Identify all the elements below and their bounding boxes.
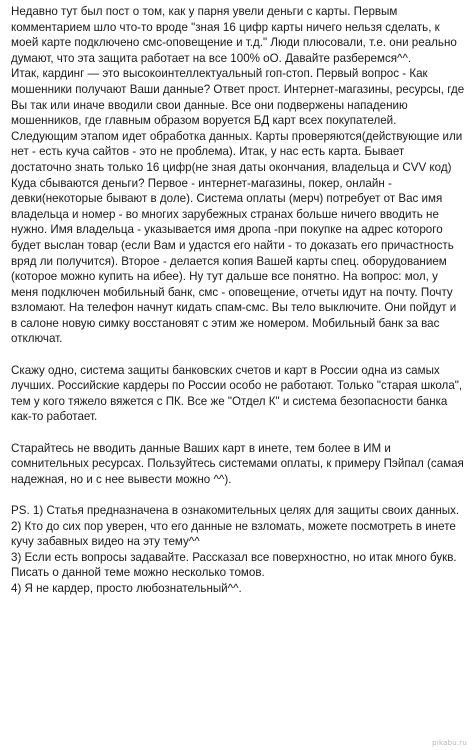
ps-item-4: 4) Я не кардер, просто любознательный^^.: [11, 581, 242, 595]
paragraph-advice: Старайтесь не вводить данные Ваших карт в инете, тем более в ИМ и сомнительных ресурсах. Пользуйтесь системами оплаты, к примеру Пэйпал (самая надежная, но и с нее вывести можно ^^).: [11, 441, 464, 486]
ps-item-3: 3) Если есть вопросы задавайте. Рассказал все поверхностно, но итак много букв. Писать о данной теме можно несколько томов.: [11, 550, 457, 580]
paragraph-carding-explanation: Итак, кардинг — это высокоинтеллектуальный гоп-стоп. Первый вопрос - Как мошенники получают Ваши данные? Ответ прост. Интернет-магазины, ресурсы, где Вы так или иначе вводили свои данные. Все они подвержены нападению мошенников, где главным образом воруется БД карт всех покупателей. Следующим этапом идет обработка данных. Карты проверяются(действующие или нет - есть куча сайтов - это не проблема). Итак, у нас есть карта. Бывает достаточно знать только 16 цифр(не зная даты окончания, владельца и CVV код) Куда сбываются деньги? Первое - интернет-магазины, покер, онлайн - девки(некоторые бывают в доле). Система оплаты (мерч) потребует от Вас имя владельца и номер - во многих зарубежных странах больше ничего вводить не нужно. Имя владельца - указывается имя дропа -при покупке на адрес которого будет выслан товар (если Вам и удастся его найти - то доказать его причастность вряд ли получится). Второе - делается копия Вашей карты спец. оборудованием (которое можно купить на ибее). Ну тут дальше все понятно. На вопрос: мол, у меня подключен мобильный банк, смс - оповещение, отчеты идут на почту. Почту взломают. На телефон начнут кидать спам-смс. Вы тело выключите. Они пойдут и в салоне новую симку восстановят с этим же номером. Мобильный банк за вас отключат.: [11, 67, 465, 346]
ps-item-1: PS. 1) Статья предназначена в ознакомительных целях для защиты своих данных.: [11, 504, 460, 517]
paragraph-intro: Недавно тут был пост о том, как у парня увели деньги с карты. Первым комментарием шло что-то вроде "зная 16 цифр карты ничего нельзя сделать, к моей карте подключено смс-оповещение и т.д." Люди плюсовали, т.е. они реально думают, что эта защита работает на все 100% оО. Давайте разберемся^^.: [11, 5, 457, 65]
paragraph-gap: [11, 487, 465, 503]
paragraph-gap: [11, 425, 465, 441]
paragraph-gap: [11, 347, 465, 363]
paragraph-russia-security: Скажу одно, система защиты банковских счетов и карт в России одна из самых лучших. Российские кардеры по России особо не работают. Только "старая школа", тем у кого тяжело вяжется с ПК. Все же "Отдел К" и система безопасности банка как-то работает.: [11, 363, 463, 424]
ps-item-2: 2) Кто до сих пор уверен, что его данные не взломать, можете посмотреть в инете кучу забавных видео на эту тему^^: [11, 519, 456, 549]
site-watermark: pikabu.ru: [432, 739, 467, 747]
